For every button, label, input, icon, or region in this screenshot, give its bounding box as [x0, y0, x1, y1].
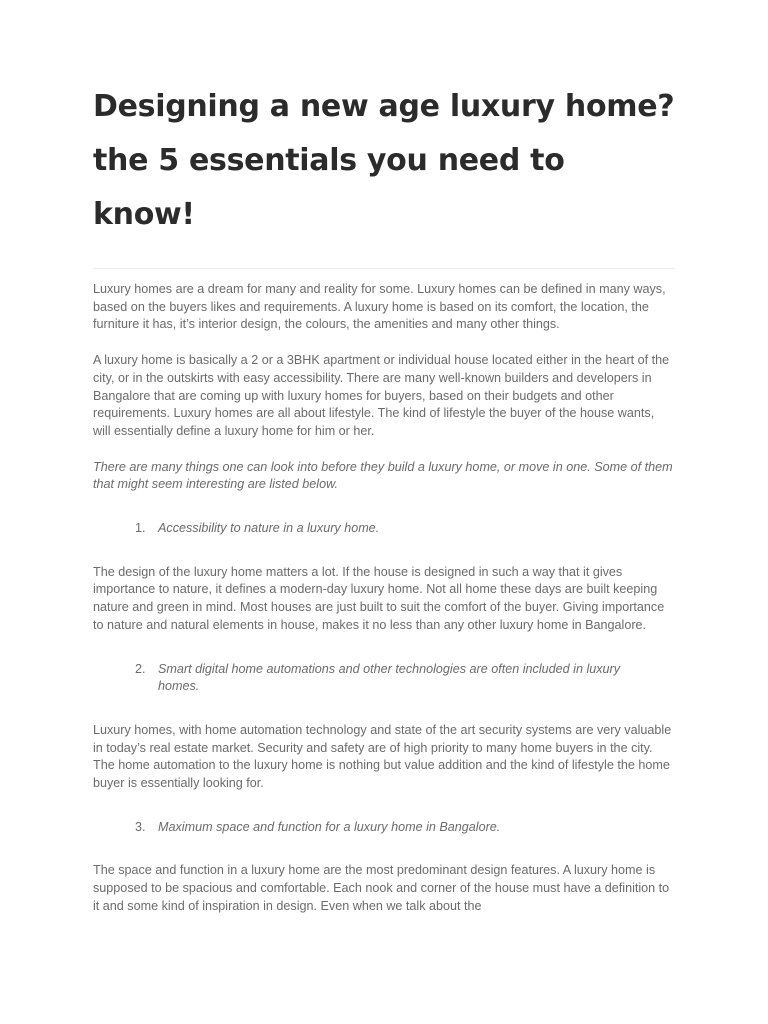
title-divider	[93, 268, 675, 269]
list-item-3	[93, 819, 675, 837]
list-heading-3: Maximum space and function for a luxury home in Bangalore.	[158, 819, 501, 834]
list-number-2: 2.	[135, 661, 146, 676]
intro-paragraph-3: There are many things one can look into before they build a luxury home, or move in one. Some of them that might seem interesting are listed below.	[93, 459, 673, 492]
section-paragraph-2: Luxury homes, with home automation technology and state of the art security systems are very valuable in today’s real estate market. Security and safety are of high priority to many home buyers in the city. The home automation to the luxury home is nothing but value addition and the kind of lifestyle the home buyer is essentially looking for.	[93, 722, 672, 791]
intro-paragraph-1: Luxury homes are a dream for many and reality for some. Luxury homes can be defined in many ways, based on the buyers likes and requirements. A luxury home is based on its comfort, the location, the furniture it has, it’s interior design, the colours, the amenities and many other things.	[93, 282, 666, 332]
intro-paragraph-2: A luxury home is basically a 2 or a 3BHK apartment or individual house located either in the heart of the city, or in the outskirts with easy accessibility. There are many well-known builders and developers in Bangalore that are coming up with luxury homes for buyers, based on their budgets and other requirements. Luxury homes are all about lifestyle. The kind of lifestyle the buyer of the house wants, will essentially define a luxury home for him or her.	[93, 353, 670, 438]
list-number-3: 3.	[135, 819, 146, 834]
section-paragraph-1: The design of the luxury home matters a lot. If the house is designed in such a way that it gives importance to nature, it defines a modern-day luxury home. Not all home these days are built keeping nature and green in mind. Most houses are just built to suit the comfort of the buyer. Giving importance to nature and natural elements in house, makes it no less than any other luxury home in Bangalore.	[93, 564, 665, 632]
article	[93, 80, 675, 934]
article-title: Designing a new age luxury home? the 5 essentials you need to know!	[93, 89, 675, 232]
list-item-1	[93, 520, 675, 538]
list-heading-2: Smart digital home automations and other technologies are often included in luxury homes.	[158, 661, 621, 694]
list-number-1: 1.	[135, 521, 146, 536]
section-paragraph-3: The space and function in a luxury home are the most predominant design features. A luxury home is supposed to be spacious and comfortable. Each nook and corner of the house must have a definition to it and some kind of inspiration in design. Even when we talk about the	[93, 863, 670, 913]
list-item-2	[93, 661, 675, 696]
list-heading-1: Accessibility to nature in a luxury home.	[158, 521, 380, 536]
